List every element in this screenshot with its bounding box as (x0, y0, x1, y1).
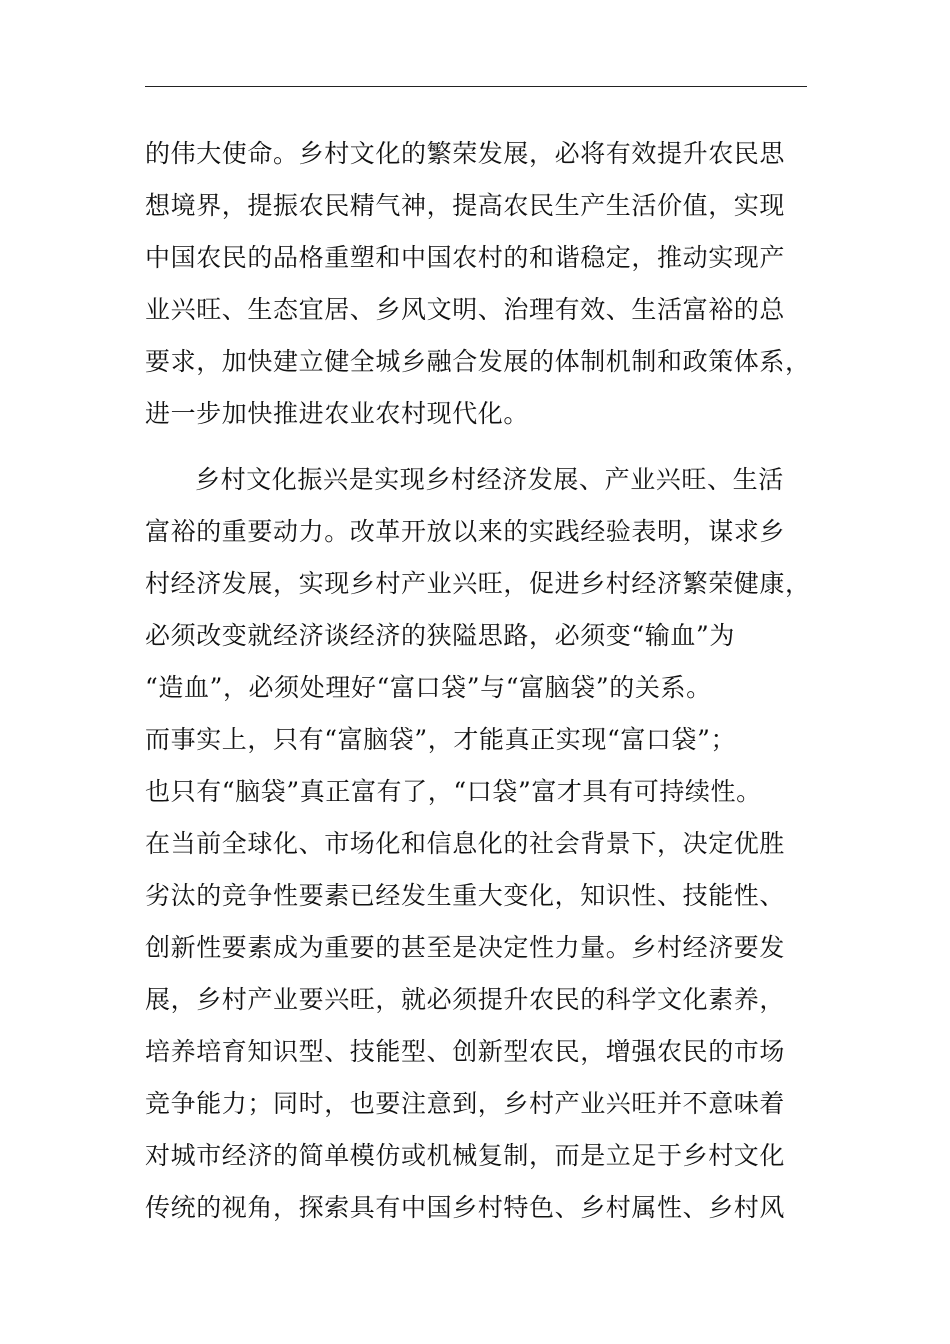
text-line: 在当前全球化、市场化和信息化的社会背景下，决定优胜 (145, 829, 786, 858)
text-line: 创新性要素成为重要的甚至是决定性力量。乡村经济要发 (145, 933, 786, 962)
text-line: 的伟大使命。乡村文化的繁荣发展，必将有效提升农民思 (145, 139, 786, 168)
text-line: 竞争能力；同时，也要注意到，乡村产业兴旺并不意味着 (145, 1089, 786, 1118)
text-line: 展，乡村产业要兴旺，就必须提升农民的科学文化素养， (145, 985, 786, 1014)
text-line: 进一步加快推进农业农村现代化。 (145, 399, 530, 428)
text-line: 要求，加快建立健全城乡融合发展的体制机制和政策体系， (145, 347, 811, 376)
text-line: 培养培育知识型、技能型、创新型农民，增强农民的市场 (145, 1037, 786, 1066)
text-line: 富裕的重要动力。改革开放以来的实践经验表明，谋求乡 (145, 517, 786, 546)
text-line: 也只有“脑袋”真正富有了，“口袋”富才具有可持续性。 (145, 777, 762, 806)
text-line: “造血”，必须处理好“富口袋”与“富脑袋”的关系。 (145, 673, 712, 702)
body-text (145, 128, 810, 1234)
text-line: 必须改变就经济谈经济的狭隘思路，必须变“输血”为 (145, 621, 735, 650)
text-line: 中国农民的品格重塑和中国农村的和谐稳定，推动实现产 (145, 243, 786, 272)
text-line: 对城市经济的简单模仿或机械复制，而是立足于乡村文化 (145, 1141, 786, 1170)
text-line: 传统的视角，探索具有中国乡村特色、乡村属性、乡村风 (145, 1193, 786, 1222)
header-rule (145, 86, 807, 87)
text-line: 村经济发展，实现乡村产业兴旺，促进乡村经济繁荣健康， (145, 569, 811, 598)
text-line-first: 乡村文化振兴是实现乡村经济发展、产业兴旺、生活 (195, 465, 784, 494)
text-line: 劣汰的竞争性要素已经发生重大变化，知识性、技能性、 (145, 881, 786, 910)
paragraph-gap (145, 440, 810, 454)
paragraph-2 (145, 454, 810, 1234)
paragraph-1 (145, 128, 810, 440)
text-line: 而事实上，只有“富脑袋”，才能真正实现“富口袋”； (145, 725, 737, 754)
text-line: 想境界，提振农民精气神，提高农民生产生活价值，实现 (145, 191, 786, 220)
text-line: 业兴旺、生态宜居、乡风文明、治理有效、生活富裕的总 (145, 295, 786, 324)
